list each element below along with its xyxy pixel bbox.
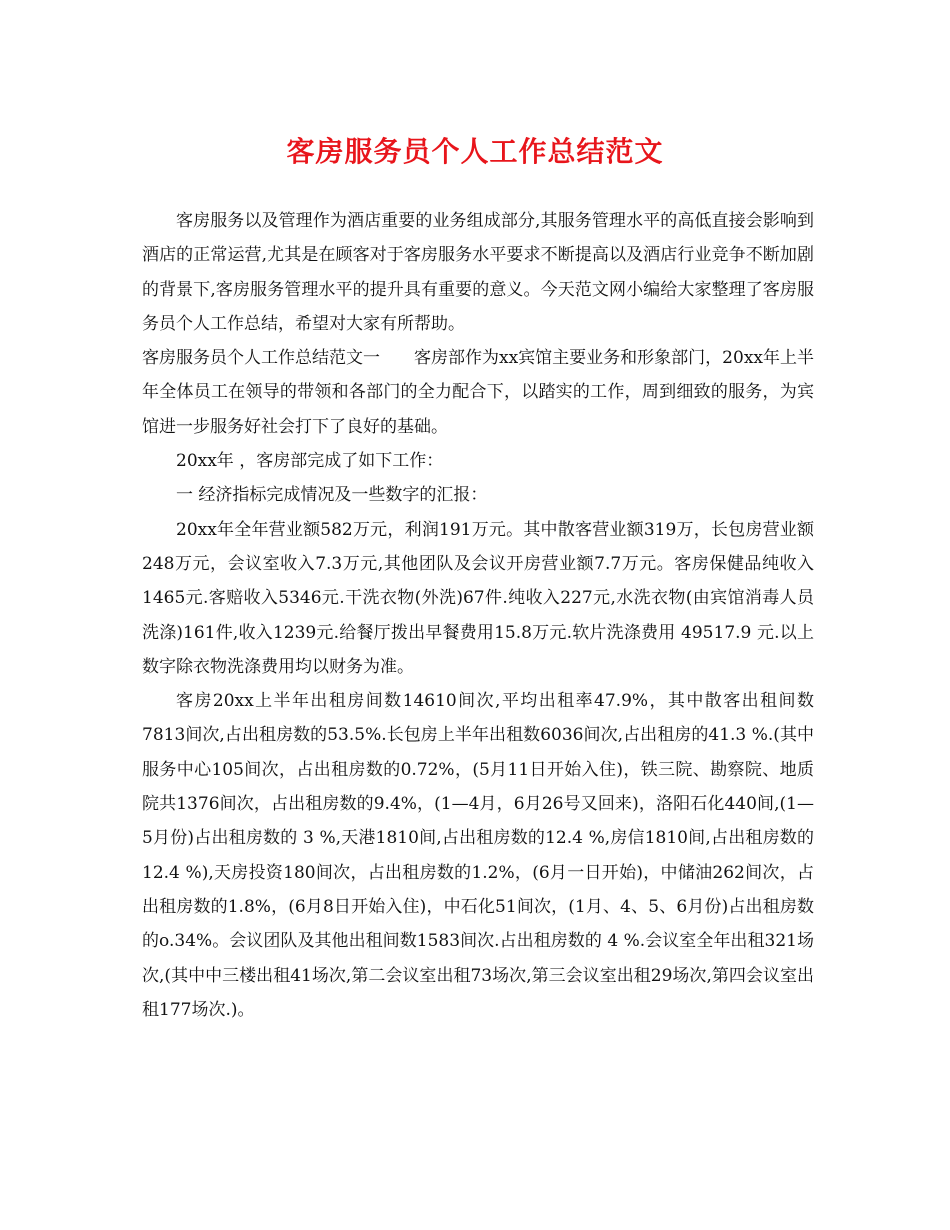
intro-paragraph: 客房服务以及管理作为酒店重要的业务组成部分,其服务管理水平的高低直接会影响到酒店的正常运营,尤其是在顾客对于客房服务水平要求不断提高以及酒店行业竞争不断加剧的背景下,客房服务管理水平的提升具有重要的意义。今天范文网小编给大家整理了客房服务员个人工作总结，希望对大家有所帮助。 bbox=[142, 211, 814, 334]
section-heading-paragraph: 一 经济指标完成情况及一些数字的汇报： bbox=[176, 485, 488, 506]
sample-one-paragraph: 客房服务员个人工作总结范文一 客房部作为xx宾馆主要业务和形象部门，20xx年上半年全体员工在领导的带领和各部门的全力配合下，以踏实的工作，周到细致的服务，为宾馆进一步服务好社会打下了良好的基础。 bbox=[142, 348, 814, 437]
document-body bbox=[142, 204, 814, 1027]
occupancy-paragraph: 客房20xx上半年出租房间数14610间次,平均出租率47.9%，其中散客出租间数7813间次,占出租房数的53.5%.长包房上半年出租数6036间次,占出租房的41.3 %.(其中服务中心105间次，占出租房数的0.72%，(5月11日开始入住)，铁三院、勘察院、地质院共1376间次，占出租房数的9.4%，(1—4月，6月26号又回来)，洛阳石化440间,(1—5月份)占出租房数的 3 %,天港1810间,占出租房数的12.4 %,房信1810间,占出租房数的 12.4 %),天房投资180间次，占出租房数的1.2%，(6月一日开始)，中储油262间次，占出租房数的1.8%，(6月8日开始入住)，中石化51间次，(1月、4、5、6月份)占出租房数的o.34%。会议团队及其他出租间数1583间次.占出租房数的 4 %.会议室全年出租321场次,(其中中三楼出租41场次,第二会议室出租73场次,第三会议室出租29场次,第四会议室出租177场次.)。 bbox=[142, 691, 814, 1020]
revenue-paragraph: 20xx年全年营业额582万元，利润191万元。其中散客营业额319万，长包房营业额248万元，会议室收入7.3万元,其他团队及会议开房营业额7.7万元。客房保健品纯收入1465元.客赔收入5346元.干洗衣物(外洗)67件.纯收入227元,水洗衣物(由宾馆消毒人员洗涤)161件,收入1239元.给餐厅拨出早餐费用15.8万元.软片洗涤费用 49517.9 元.以上数字除衣物洗涤费用均以财务为准。 bbox=[142, 519, 814, 677]
document-title: 客房服务员个人工作总结范文 bbox=[286, 135, 664, 168]
work-done-paragraph: 20xx年 ，客房部完成了如下工作： bbox=[176, 451, 444, 472]
